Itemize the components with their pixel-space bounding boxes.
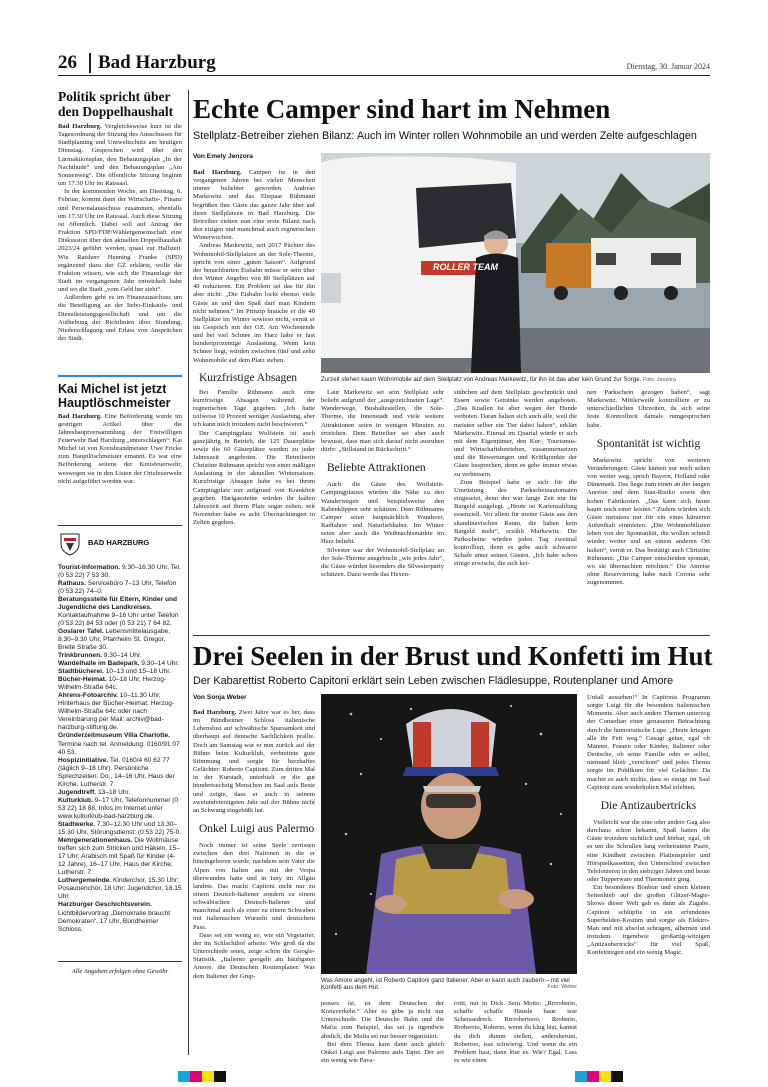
subhead: Beliebte Attraktionen bbox=[327, 462, 426, 475]
photo-vehicle-brand: ROLLER TEAM bbox=[433, 262, 498, 272]
info-entry-label: Luthergemeinde. bbox=[58, 877, 112, 885]
info-entry-label: Stadtbücherei. bbox=[58, 668, 104, 676]
paragraph: Noch immer ist seine Seele zerrissen zwischen den drei Nationen in die er hineingeboren wurde, nachdem sein Vater die Alpen von Italien aus mit der Vespa überwunden hatte und in Isny im Allgäu landete. Das macht Capitoni nicht nur zu einem Deutsch-Italiener sondern zu einem schwäbischen Deutsch-Italiener und manchmal auch als einer zu einem Schwaben mit italienischen Wurzeln und deutschem Pass. bbox=[193, 842, 315, 931]
info-entry bbox=[58, 757, 182, 789]
paragraph: stübchen auf dem Stellplatz geschmückt und Essen sowie Getränke werden angeboten. „Das Knallen ist aber wegen der Hunde verboten. Daran halten sich auch alle, weil die meisten selber ein Tier dabei haben“, erklärt Markewitz. Einmal im Quartal würde er sich mit dem Eigentümer, den Kur-, Tourismus- und Wirtschaftsbetrieben, zusammensetzen und die Bewertungen und Kritikpunkte der Gäste besprechen, denn es gebe immer etwas zu verbessern. bbox=[454, 389, 577, 478]
photo-campground bbox=[321, 153, 710, 373]
info-entry-label: Bücher-Heimat. bbox=[58, 676, 107, 684]
caption-text: Was Amore angeht, ist Roberto Capitoni ganz Italiener. Aber er kann auch zaubern – mit viel Konfetti aus dem Hut. bbox=[321, 977, 570, 992]
color-swatch bbox=[202, 1071, 214, 1082]
info-entry bbox=[58, 660, 182, 668]
color-swatch bbox=[587, 1071, 599, 1082]
print-color-marks-right bbox=[575, 1071, 635, 1082]
sidebar bbox=[58, 90, 182, 975]
color-swatch bbox=[611, 1071, 623, 1082]
column-rule bbox=[188, 90, 189, 1055]
town-logo bbox=[58, 532, 182, 556]
paragraph: rotti, nur in Dick. Sein Motto: „Rrrroberto, schaffe schaffe Häusle baue isse Scheissedreck. Rrrrobertooo, Rroberto, Rroberrto, Roberto, wenn du klug bist, kannst du dich dumm stellen, andersherum, Robertoo, isse schwierig. Und wenn du ein Problem hast, dann löse es. Wie? Egal, Lass es wie einen bbox=[454, 1000, 577, 1065]
info-entry-label: Wandelhalle im Badepark. bbox=[58, 660, 140, 668]
subhead: Die Antizaubertricks bbox=[600, 799, 697, 812]
info-entry-text: 10–11.30 Uhr, Hinterhaus der Bücher-Heimat, Herzog-Wilhelm-Straße 64c oder nach Vereinbarung per Mail: archiv@bad-harzburg-stiftung.de. bbox=[58, 692, 175, 732]
subheadline-story-2: Der Kabarettist Roberto Capitoni erklärt sein Leben zwischen Flädlesuppe, Routenplaner und Amore bbox=[193, 675, 674, 687]
info-entry-text: 9.30–14 Uhr. bbox=[139, 660, 180, 668]
paragraph: Zum Beispiel habe er sich für die Umrüstung des Parkscheinautomaten eingesetzt, denn der war lange Zeit nur für Bargeld ausgelegt. „Heute ist Kartenzahlung essenziell. Vor allem für meine Gäste aus den skandinavischen Raum, die haben kein Bargeld mehr“, erzählt Markewitz. Die Parkscheine würden jeden Tag zweimal kontrolliert, denn es gebe auch schwarze Schafe unter seinen Gästen. „Ich habe schon einige erwischt, die sich kei- bbox=[454, 478, 577, 568]
paragraph: Vielleicht war die eine oder andere Gag also durchaus schon bekannt, Spaß hatten die Gäste trotzdem sichtlich und hörbar, egal, ob es um die Schrullen lang verheirateter Paare, eine Kindheit zwischen Plattenspieler und Hörspielkassetten, den Unterschied zwischen Telefonieren in den siebziger Jahren und heute oder Tupperware und Thermomix ging. bbox=[587, 818, 710, 883]
info-entry-label: Trinkbrunnen. bbox=[58, 652, 102, 660]
info-entry-label: Stadtwerke. bbox=[58, 821, 96, 828]
info-entry bbox=[58, 668, 182, 676]
paragraph: Auch die Gäste des Wolfstein-Campingplatzes würden die Nähe zu den Wanderwegen und beispielsweise den Rabenklippen sehr schätzen. Dem Rühmanns Camper seien hauptsächlich Wanderer, Radfahrer und Naturliebhaber. Im Winter seien aber auch die Weihnachtsmärkte im Harz beliebt. bbox=[321, 481, 444, 546]
color-swatch bbox=[190, 1071, 202, 1082]
info-entry bbox=[58, 580, 182, 596]
info-entry-label: Mehrgenerationenhaus. bbox=[58, 837, 133, 845]
info-entry-label: Gründerzeitmuseum Villa Charlotte. bbox=[58, 732, 170, 740]
info-entry-text: Servicebüro 7–13 Uhr, Telefon (0 53 22) 74–0. bbox=[58, 579, 177, 595]
story-1-col-3 bbox=[454, 389, 577, 634]
paragraph: Dass sei ein wenig so, wie ein Vegetarier, der im Schlachthof arbeite. Wie groß da die Unterschiede seien, zeige schon die Google-Statistik. „Italiener googeln am häufigsten Amore, die Deutschen Routenplaner. Was dem Italiener der Grup- bbox=[193, 931, 315, 980]
headline-story-1: Echte Camper sind hart im Nehmen bbox=[193, 94, 611, 124]
paragraph: In der kommenden Woche, am Dienstag, 6. Februar, kommt dann der Wirtschafts-, Finanz und Personalausschuss zusammen, ebenfalls um 17.30 Uhr im Ratssaal. Auch diese Sitzung ist öffentlich. Dabei soll auf Antrag der Fraktion SPD/FDP/Wählergemeinschaft eine Diskussion über den aktuellen Doppelhaushalt 2023/24 geführt werden, quasi zur Halbzeit. Wie Ratsherr Henning Franke (SPD) ergänzend dazu der GZ erklärte, wolle die Fraktion wissen, wie sich die Finanzlage der Stadt im vergangenen Jahr entwickelt habe und wo die Stadt „vom Geld her steht“. bbox=[58, 188, 182, 294]
service-info-list bbox=[58, 564, 182, 955]
info-entry-label: Rathaus. bbox=[58, 579, 86, 587]
info-entry bbox=[58, 652, 182, 660]
print-color-marks-left bbox=[178, 1071, 238, 1082]
info-entry-text: Die Wollmäuse treffen sich zum Stricken und Häkeln, 15–17 Uhr; Arabisch mit Spaß für Kinder (4-12 Jahre), 16–17 Uhr, Haus der Kirche, Lutherstr. 7. bbox=[58, 837, 180, 877]
info-entry bbox=[58, 789, 182, 797]
info-entry-label: Jugendtreff. bbox=[58, 788, 97, 796]
paragraph: Ein besonderes Bonbon und einen kleinen Seitenhieb auf die großen Glitzer-Magie-Shows dieser Welt gab es dann als Zugabe. Capitoni schlüpfte in ein erfundenes Superhelden-Kostüm und sorgte als Elektro-Man und mit absolut schrägen, albernen und trotzdem irgendwie großartig-witzigen „Antizaubertricks“ für viel Spaß, Konfettiregen und ein wenig Magic. bbox=[587, 884, 710, 957]
info-entry bbox=[58, 692, 182, 732]
info-entry-text: Lebensmittelausgabe, 8.30–9.30 Uhr, Pfarrheim St. Gregor, Breite Straße 30. bbox=[58, 627, 171, 651]
story-divider bbox=[193, 635, 710, 636]
info-entry-text: 9.30–16.30 Uhr, Tel. (0 53 22) 7 53 30. bbox=[58, 563, 181, 579]
page-header bbox=[58, 50, 710, 76]
info-entry-text: 7.30–12.30 Uhr und 13.30–15.30 Uhr, Störungsdienst: (0 53 22) 75-0. bbox=[58, 821, 182, 837]
color-swatch bbox=[178, 1071, 190, 1082]
info-entry-label: Kulturklub. bbox=[58, 796, 93, 804]
color-swatch bbox=[575, 1071, 587, 1082]
info-entry bbox=[58, 901, 182, 933]
color-swatch bbox=[623, 1071, 635, 1082]
info-entry-label: Beratungsstelle für Eltern, Kinder und Jugendliche des Landkreises. bbox=[58, 595, 178, 611]
info-entry bbox=[58, 797, 182, 821]
dateline: Bad Harzburg. bbox=[193, 169, 242, 176]
paragraph: Bei Familie Rühmann auch eine kurzfristige Absagen während der regnerischen Tage gegeben. „Ich hatte teilweise 10 Prozent weniger Auslastung, aber ich kann mich trotzdem nicht beschweren.“ bbox=[193, 388, 315, 429]
info-entry bbox=[58, 628, 182, 652]
dateline: Bad Harzburg. bbox=[193, 709, 237, 716]
story-1-col-4 bbox=[587, 389, 710, 634]
subhead: Kurzfristige Absagen bbox=[199, 371, 298, 384]
divider bbox=[58, 961, 182, 962]
paragraph: Außerdem geht es im Finanzausschuss um die Beteiligung an der Itebo-Einkaufs- und Dienstleistungsgesellschaft und um die Aufhebung der Richtlinien über Stundung, Niederschlagung und Erlass von Ansprüchen der Stadt. bbox=[58, 294, 182, 343]
story-2-col-3 bbox=[454, 1000, 577, 1065]
color-swatch bbox=[214, 1071, 226, 1082]
info-entry bbox=[58, 596, 182, 628]
paragraph: Der Campingplatz Wolfstein ist auch ganzjährig in Betrieb, die 125 Dauerplätze sowie die 60 Gästeplätze werden zu jeder Jahreszeit angeboten. Die Betreiberin Christine Rühmann spricht von einer mäßigen Auslastung in der aktuellen Wintersaison. Kurzfristige Absagen habe es bei ihrem Campingplatz nur aufgrund von Krankheit gegeben. Harlgaesteine würden ihr kalten Jahreszeit auf ihrem Platz sogar zelten, seit November habe es acht Übernachtungen in Zelten gegeben. bbox=[193, 429, 315, 527]
sidebar-article-2-body bbox=[58, 413, 182, 519]
header-divider bbox=[89, 53, 91, 73]
paragraph: Unfall aussehen!“ In Capitonis Programm sorgte Luigi für die besonders italienischen Momente. Aber auch andere Themen unterzog der Comedian einer genaueren Betrachtung durch die humoristische Lupe. „Heute kriegen alle ihr Fett weg.“ Gesagt getan, egal ob Männer, Frauen oder Kinder, Italiener oder Deutsche, ob seine Familie oder er selbst, niemand blieb „verschont“ und jedes Thema sorgte im Publikum für viel Gelächter. Da machte es auch nichts, dass so einige im Saal Capitoni zum wiederholten Mal erlebten. bbox=[587, 694, 710, 791]
page-number: 26 bbox=[58, 52, 77, 73]
paragraph: Vergleichsweise kurz ist die Tagesordnung der Sitzung des Ausschusses für Stadtplanung und Umweltschutz am heutigen Dienstag. Gesprochen wird über den Lärmaktionsplan, den Bebauungsplan „In der Nachthude“ und den Bebauungsplan „Am Sonnenweg“. Die öffentliche Sitzung beginnt um 17.30 Uhr im Ratssaal. bbox=[58, 123, 183, 188]
divider bbox=[58, 525, 182, 526]
info-entry-text: Lichtbildervortrag „Demokratie braucht Demokraten“, 17 Uhr, Bündheimer Schloss. bbox=[58, 909, 171, 933]
coat-of-arms-icon bbox=[58, 532, 82, 556]
story-2-col-4 bbox=[587, 694, 710, 1062]
paragraph: Silvester war der Wohnmobil-Stellplatz an der Sole-Therme ausgebucht „wie jedes Jahr“, die Gäste würden besonders die Silvesterparty schätzen. Dazu werde das Hexen- bbox=[321, 546, 444, 578]
paragraph: Campen ist in den vergangenen Jahren bei vielen Menschen immer beliebter geworden. Andreas Markewitz und das Ehepaar Rühmann begrüßen ihre Gäste das ganze Jahr über auf ihren Stellplätzen in Bad Harzburg. Die Betreiber ziehen nun eine erste Bilanz nach den eisigen und manchmal auch regnerischen Winterwochen. bbox=[193, 169, 315, 242]
info-entry-label: Ahrens-Fotoarchiv. bbox=[58, 692, 118, 700]
info-entry-label: Hospizinitiative. bbox=[58, 756, 109, 764]
photo-credit: Foto: Jenzora bbox=[643, 377, 676, 383]
divider bbox=[58, 375, 182, 377]
paragraph: Markewitz spricht von weiteren Veränderungen: Gäste kämen nur noch selten von weiter weg, sprich Bayern, Holland oder Dänemark. Das liege zum einen an der langen Anreise und dem Stau-Risiko sowie den hohen Fahrtkosten. „Das kann sich heute kaum noch einer leisten.“ Zudem würden sich Gäste meistens nur für ein eines kürzeren Aufenthalt einmieten. „Die Wohnmobilisten leben von der Spontanität, die wollen schnell wieder weiter und an einem anderen Ort halten“, verrät er. Das bestätigt auch Christine Rühmann: „Die Camper entscheiden spontan, wo sie übernachten möchten.“ Die Anreise ohne Reservierung habe nach Corona sehr zugenommen. bbox=[587, 456, 710, 587]
info-entry-text: 10–18 Uhr, Herzog-Wilhelm-Straße 64c. bbox=[58, 676, 167, 692]
byline-story-2: Von Sonja Weber bbox=[193, 694, 247, 701]
info-entry-text: 10–13 und 15–18 Uhr. bbox=[103, 668, 171, 676]
dateline: Bad Harzburg. bbox=[58, 412, 102, 420]
info-entry-label: Tourist-Information. bbox=[58, 563, 121, 571]
byline-story-1: Von Emely Jenzora bbox=[193, 153, 253, 160]
story-2-col-1 bbox=[193, 709, 315, 1059]
sidebar-headline-2: Kai Michel ist jetzt Hauptlöschmeister bbox=[58, 381, 171, 410]
info-entry-label: Goslarer Tafel. bbox=[58, 627, 104, 635]
info-entry-text: Kinderchor, 15.30 Uhr; Posaunenchor, 18 Uhr; Jugendchor, 18.15 Uhr. bbox=[58, 877, 182, 901]
paragraph: Andreas Markewitz, seit 2017 Pächter des Wohnmobil-Stellplatzes an der Sole-Therme, spricht von einer „guten Saison“. Aufgrund der benachbarten Eisbahn müsse er sein über den Winter Angebot von 80 Stellplätzen auf 40 reduzieren. Ein Problem sei das für ihn aber nicht: „Die Eisbahn lockt ebenso viele Gäste an und den Spaß darf man Kindern nicht nehmen.“ Im Prinzip brauche er die 40 Stellplätze im Winter sowieso nicht, verrät er im Gespräch mit der GZ. Am Wochenende und bei viel Schnee im Harz habe er fast hundertprozentige Auslastung. Wenn kein Schnee liegt, würden zwischen fünf und zehn Wohnmobile auf dem Platz stehen. bbox=[193, 242, 315, 364]
photo-credit: Foto: Weber bbox=[547, 984, 577, 991]
info-entry bbox=[58, 732, 182, 756]
info-entry-text: 13–18 Uhr. bbox=[96, 788, 131, 796]
paragraph: Bei dem Thema kam dann auch gleich Onkel Luigi aus Palermo aufs Tapet. Der sei ein wenig wie Pava- bbox=[321, 1040, 444, 1065]
color-swatch bbox=[599, 1071, 611, 1082]
info-entry bbox=[58, 837, 182, 877]
paragraph: Eine Beförderung wurde im gestrigen Artikel über die Jahreshauptversammlung der Freiwilligen Feuerwehr Bad Harzburg „unterschlagen“: Kai Michel ist von Kreisbrandmeister Uwe Fricke zum Hauptlöschmeister ernannt. Es war eine Beförderung seitens der Kreisfeuerwehr, weswegen sie in den Listen der Ortsfeuerwehr nicht aufgeführt worden war. bbox=[58, 412, 183, 485]
photo-caption bbox=[321, 977, 577, 997]
info-entry bbox=[58, 564, 182, 580]
photo-caption bbox=[321, 376, 710, 384]
info-entry-text: Termine nach tel. Anmeldung: 0160/91 07 40 53. bbox=[58, 740, 180, 756]
disclaimer: Alle Angaben erfolgen ohne Gewähr bbox=[71, 967, 169, 975]
story-1-col-2 bbox=[321, 389, 444, 634]
info-entry-text: Tel. 0160/4 60 62 77 (täglich 9–18 Uhr). Persönliche Sprechzeiten: Do., 14–16 Uhr, Haus der Kirche, Lutherstr. 7. bbox=[58, 756, 175, 788]
paragraph: Zwei Jahre war es her, dass im Bündheimer Schloss italienische Lebenslust auf schwäbische Sparsamkeit und überhaupt auf deutsche Sachlichkeit prallte. Doch am Samstag war er nun zurück auf der Bühne beim Kulturklub, verbreitete gute Stimmung und sorgte für herzhaftes Gelächter: Roberto Capitoni. Zum dritten Mal in der Kurstadt, unterhielt er die gut hundertsechzig Menschen im Saal aufs Beste und zeigte, dass er auch in seinem zweiundvierzigsten Jahr auf der Bühne nicht an Schwung eingebüßt hat. bbox=[193, 709, 315, 814]
subhead: Onkel Luigi aus Palermo bbox=[199, 823, 315, 836]
paragraph: nen Parkschein gezogen haben“, sagt Markewitz. Mittlerweile kontrolliere er zu unterschiedlichen Uhrzeiten, da sich seine feste Kontrollzeit damals rumgesprochen habe. bbox=[587, 389, 710, 429]
info-entry bbox=[58, 877, 182, 901]
color-swatch bbox=[226, 1071, 238, 1082]
info-entry bbox=[58, 821, 182, 837]
dateline: Bad Harzburg. bbox=[58, 123, 102, 130]
paragraph: Laut Markewitz sei sein Stellplatz sehr beliebt aufgrund der „ausgezeichneten Lage“. Wanderwege, Bushaltestellen, die Sole-Therme, die Innenstadt und viele weitere Attraktionen seien in wenigen Minuten zu erreichen. Dem Betreiber sei aber auch bewusst, dass man sich darauf nicht ausruhen dürfe: „Stillstand ist Rückschritt.“ bbox=[321, 389, 444, 454]
photo-performer bbox=[321, 694, 577, 974]
info-entry-text: 9.30–14 Uhr. bbox=[101, 652, 142, 660]
logo-text: BAD HARZBURG bbox=[88, 537, 150, 547]
story-1-col-1 bbox=[193, 169, 315, 527]
paragraph: pensex ist, ist dem Deutschen der Kreisverkehr.“ Aber es gebe ja nicht nur Unterschiede. Die Deutsche Bahn und die Mafia zum Beispiel, das sei ja irgendwie ähnlich, die Mafia sei nur besser organisiert. bbox=[321, 1000, 444, 1040]
issue-date: Dienstag, 30. Januar 2024 bbox=[626, 62, 710, 71]
info-entry-label: Harzburger Geschichtsverein. bbox=[58, 901, 152, 909]
story-2-col-2 bbox=[321, 1000, 444, 1065]
caption-text: Zurzeit stehen kaum Wohnmobile auf dem Stellplatz von Andreas Markewitz, für ihn ist das aber kein Grund zur Sorge. bbox=[321, 376, 642, 383]
sidebar-headline-1: Politik spricht über den Doppelhaushalt bbox=[58, 89, 174, 119]
info-entry bbox=[58, 676, 182, 692]
info-entry-text: 9–17 Uhr, Telefonnummer (0 53 22) 18 88, Infos im Internet unter www.kulturklub-bad-harzburg.de. bbox=[58, 796, 179, 820]
headline-story-2: Drei Seelen in der Brust und Konfetti im Hut bbox=[193, 641, 713, 671]
sidebar-article-1-body bbox=[58, 123, 182, 369]
subhead: Spontanität ist wichtig bbox=[596, 437, 701, 450]
section-title: Bad Harzburg bbox=[98, 52, 216, 73]
info-entry-text: Kontaktaufnahme 9–16 Uhr unter Telefon (0 53 22) 84 53 oder (0 53 21) 7 64 82. bbox=[58, 611, 179, 627]
subheadline-story-1: Stellplatz-Betreiber ziehen Bilanz: Auch im Winter rollen Wohnmobile an und werden Zelte aufgeschlagen bbox=[193, 130, 697, 142]
